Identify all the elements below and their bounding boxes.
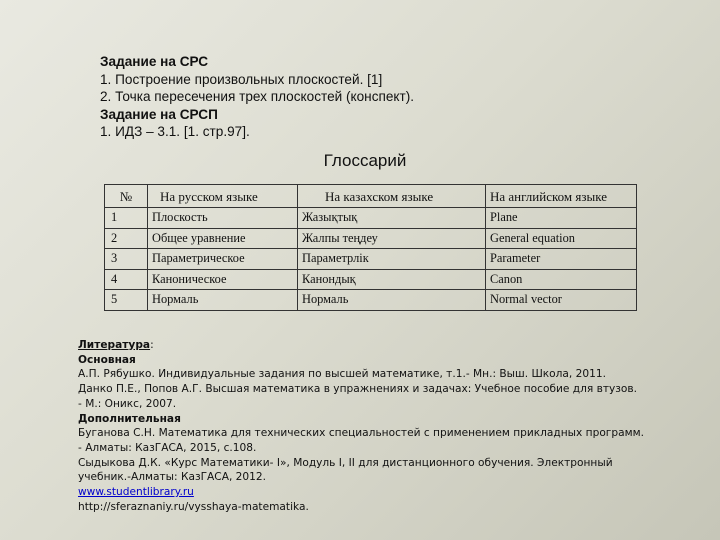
table-row bbox=[105, 228, 637, 249]
srs-item: 2. Точка пересечения трех плоскостей (конспект). bbox=[100, 89, 415, 104]
term-english: General equation bbox=[486, 228, 637, 249]
srs-heading: Задание на СРС bbox=[100, 54, 209, 69]
row-number: 1 bbox=[105, 208, 148, 229]
term-kazakh: Жалпы теңдеу bbox=[298, 228, 486, 249]
literature-block bbox=[78, 338, 708, 514]
literature-heading: Литература bbox=[78, 339, 151, 351]
header-english: На английском языке bbox=[486, 185, 637, 208]
row-number: 2 bbox=[105, 228, 148, 249]
term-russian: Нормаль bbox=[148, 290, 298, 311]
table-row bbox=[105, 208, 637, 229]
term-kazakh: Жазықтық bbox=[298, 208, 486, 229]
glossary-table bbox=[104, 184, 637, 311]
glossary-title: Глоссарий bbox=[323, 151, 407, 170]
extra-literature-item: Буганова С.Н. Математика для технических специальностей с применением прикладных программ. bbox=[78, 427, 644, 440]
main-literature-item: Данко П.Е., Попов А.Г. Высшая математика в упражнениях и задачах: Учебное пособие для втузов. bbox=[78, 383, 638, 396]
sferaznaniy-url: http://sferaznaniy.ru/vysshaya-matematika. bbox=[78, 500, 309, 513]
term-english: Canon bbox=[486, 269, 637, 290]
main-literature-heading: Основная bbox=[78, 353, 136, 366]
literature-heading-colon: : bbox=[150, 339, 154, 351]
literature-heading-line bbox=[78, 338, 708, 353]
term-russian: Общее уравнение bbox=[148, 228, 298, 249]
term-russian: Плоскость bbox=[148, 208, 298, 229]
extra-literature-heading: Дополнительная bbox=[78, 412, 181, 425]
term-english: Normal vector bbox=[486, 290, 637, 311]
term-english: Parameter bbox=[486, 249, 637, 270]
extra-literature-item: Сыдыкова Д.К. «Курс Математики- I», Модуль I, II для дистанционного обучения. Электронный bbox=[78, 456, 613, 469]
table-row bbox=[105, 290, 637, 311]
table-row bbox=[105, 269, 637, 290]
studentlibrary-link[interactable]: www.studentlibrary.ru bbox=[78, 486, 194, 499]
srsp-heading: Задание на СРСП bbox=[100, 106, 218, 122]
header-number: № bbox=[105, 185, 148, 208]
main-literature-item: А.П. Рябушко. Индивидуальные задания по высшей математике, т.1.- Мн.: Выш. Школа, 2011. bbox=[78, 368, 606, 381]
row-number: 4 bbox=[105, 269, 148, 290]
term-kazakh: Параметрлік bbox=[298, 249, 486, 270]
extra-literature-item: - Алматы: КазГАСА, 2015, с.108. bbox=[78, 441, 257, 454]
srs-item: 1. Построение произвольных плоскостей. [1] bbox=[100, 71, 383, 87]
srsp-item: 1. ИДЗ – 3.1. [1. стр.97]. bbox=[100, 124, 250, 139]
term-russian: Каноническое bbox=[148, 269, 298, 290]
term-kazakh: Канондық bbox=[298, 269, 486, 290]
row-number: 3 bbox=[105, 249, 148, 270]
term-english: Plane bbox=[486, 208, 637, 229]
header-kazakh: На казахском языке bbox=[298, 185, 486, 208]
table-row bbox=[105, 249, 637, 270]
header-russian: На русском языке bbox=[148, 185, 298, 208]
term-kazakh: Нормаль bbox=[298, 290, 486, 311]
main-literature-item: - М.: Оникс, 2007. bbox=[78, 397, 177, 410]
assignments-block bbox=[100, 53, 414, 141]
extra-literature-item: учебник.-Алматы: КазГАСА, 2012. bbox=[78, 471, 267, 484]
glossary-header-row bbox=[105, 185, 637, 208]
term-russian: Параметрическое bbox=[148, 249, 298, 270]
row-number: 5 bbox=[105, 290, 148, 311]
